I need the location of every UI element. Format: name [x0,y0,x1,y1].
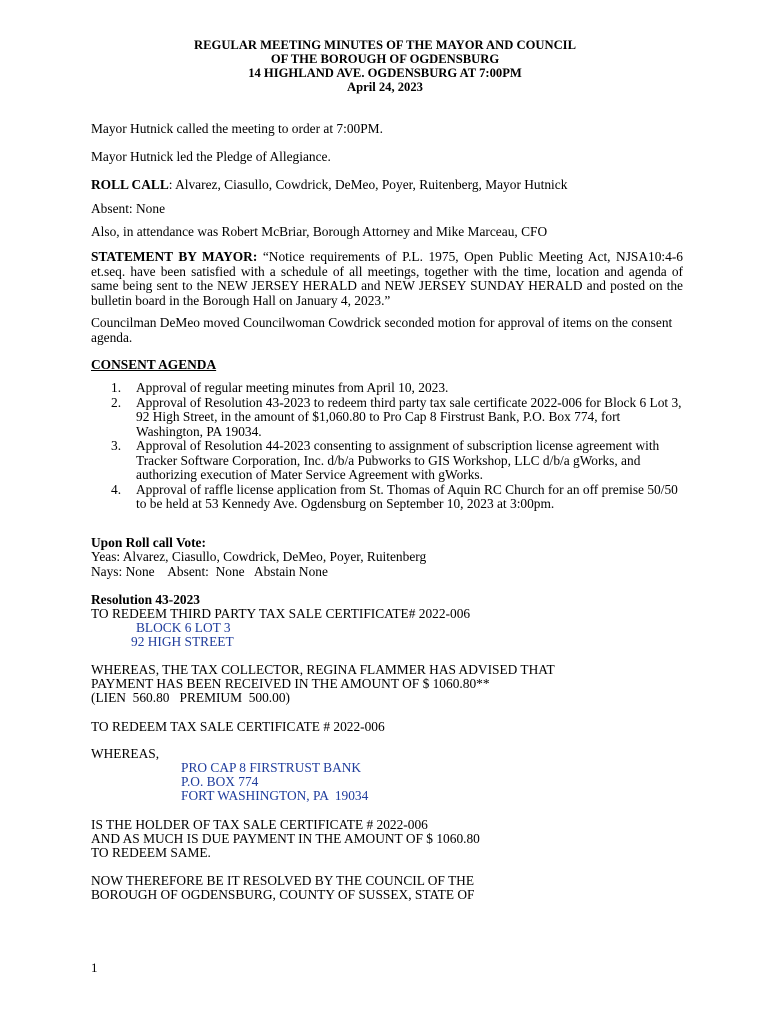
holder-line1: IS THE HOLDER OF TAX SALE CERTIFICATE # 2022-006 [91,817,428,832]
holder-name: PRO CAP 8 FIRSTRUST BANK [181,760,362,775]
list-item [91,439,683,483]
holder-line2: AND AS MUCH IS DUE PAYMENT IN THE AMOUNT OF $ 1060.80 [91,831,480,846]
redeem-certificate-line: TO REDEEM TAX SALE CERTIFICATE # 2022-006 [91,719,385,734]
whereas-label: WHEREAS, [91,746,160,761]
resolution-title: Resolution 43-2023 [91,592,200,607]
roll-call-members: : Alvarez, Ciasullo, Cowdrick, DeMeo, Poyer, Ruitenberg, Mayor Hutnick [168,177,568,192]
roll-call [91,178,683,193]
consent-motion: Councilman DeMeo moved Councilwoman Cowdrick seconded motion for approval of items on the consent agenda. [91,315,673,345]
call-to-order: Mayor Hutnick called the meeting to order at 7:00PM. [91,121,383,136]
list-item-text: Approval of raffle license application from St. Thomas of Aquin RC Church for an off premise 50/50 to be held at 53 Kennedy Ave. Ogdensburg on September 10, 2023 at 3:00pm. [136,481,678,511]
list-item-text: Approval of Resolution 44-2023 consenting to assignment of subscription license agreement with Tracker Software Corporation, Inc. d/b/a Pubworks to GIS Workshop, LLC d/b/a gWorks, and authorizing execution of Mater Service Agreement with gWorks. [136,438,660,482]
resolved-line2: BOROUGH OF OGDENSBURG, COUNTY OF SUSSEX, STATE OF [91,887,475,902]
vote-heading: Upon Roll call Vote: [91,535,206,550]
list-item [91,483,683,512]
vote-nays: Nays: None Absent: None Abstain None [91,564,328,579]
document-header [0,38,770,94]
pledge-text: Mayor Hutnick led the Pledge of Allegiance. [91,149,331,164]
resolution-block-lot: BLOCK 6 LOT 3 [136,620,231,635]
whereas-collector-line3: (LIEN 560.80 PREMIUM 500.00) [91,690,290,705]
mayor-statement-text: “Notice requirements of P.L. 1975, Open Public Meeting Act, NJSA10:4-6 et.seq. have been satisfied with a schedule of all meetings, together with the time, location and agenda of same being sent to the NEW JERSEY HERALD and NEW JERSEY SUNDAY HERALD and posted on the bulletin board in the Borough Hall on January 4, 2023.” [91,249,683,308]
list-item-number: 1. [111,380,122,395]
list-item-text: Approval of Resolution 43-2023 to redeem third party tax sale certificate 2022-006 for Block 6 Lot 3, 92 High Street, in the amount of $1,060.80 to Pro Cap 8 Firstrust Bank, P.O. Box 774, fort Washington, PA 19034. [136,394,682,439]
page-number: 1 [91,960,98,975]
list-item-number: 3. [111,438,122,453]
header-date: April 24, 2023 [347,80,423,94]
absent-text: Absent: None [91,201,166,216]
holder-line3: TO REDEEM SAME. [91,845,211,860]
whereas-collector-line2: PAYMENT HAS BEEN RECEIVED IN THE AMOUNT OF $ 1060.80** [91,676,490,691]
consent-agenda-heading: CONSENT AGENDA [91,357,217,372]
list-item-text: Approval of regular meeting minutes from April 10, 2023. [136,380,449,395]
list-item [91,381,683,396]
resolution-subtitle: TO REDEEM THIRD PARTY TAX SALE CERTIFICATE# 2022-006 [91,606,471,621]
header-title: REGULAR MEETING MINUTES OF THE MAYOR AND COUNCIL [194,38,576,52]
list-item-number: 2. [111,394,122,410]
holder-city: FORT WASHINGTON, PA 19034 [181,788,369,803]
whereas-collector-line1: WHEREAS, THE TAX COLLECTOR, REGINA FLAMMER HAS ADVISED THAT [91,662,555,677]
vote-yeas: Yeas: Alvarez, Ciasullo, Cowdrick, DeMeo, Poyer, Ruitenberg [91,549,427,564]
list-item [91,396,683,440]
attendance-text: Also, in attendance was Robert McBriar, Borough Attorney and Mike Marceau, CFO [91,224,548,239]
roll-call-label: ROLL CALL [91,177,169,192]
header-address: 14 HIGHLAND AVE. OGDENSBURG AT 7:00PM [248,66,522,80]
consent-agenda-list [91,381,683,512]
header-borough: OF THE BOROUGH OF OGDENSBURG [270,52,500,66]
mayor-statement-label: STATEMENT BY MAYOR: [91,249,258,264]
list-item-number: 4. [111,481,122,497]
resolved-line1: NOW THEREFORE BE IT RESOLVED BY THE COUNCIL OF THE [91,873,475,888]
holder-po-box: P.O. BOX 774 [181,774,259,789]
mayor-statement [91,250,683,308]
resolution-street: 92 HIGH STREET [131,634,234,649]
